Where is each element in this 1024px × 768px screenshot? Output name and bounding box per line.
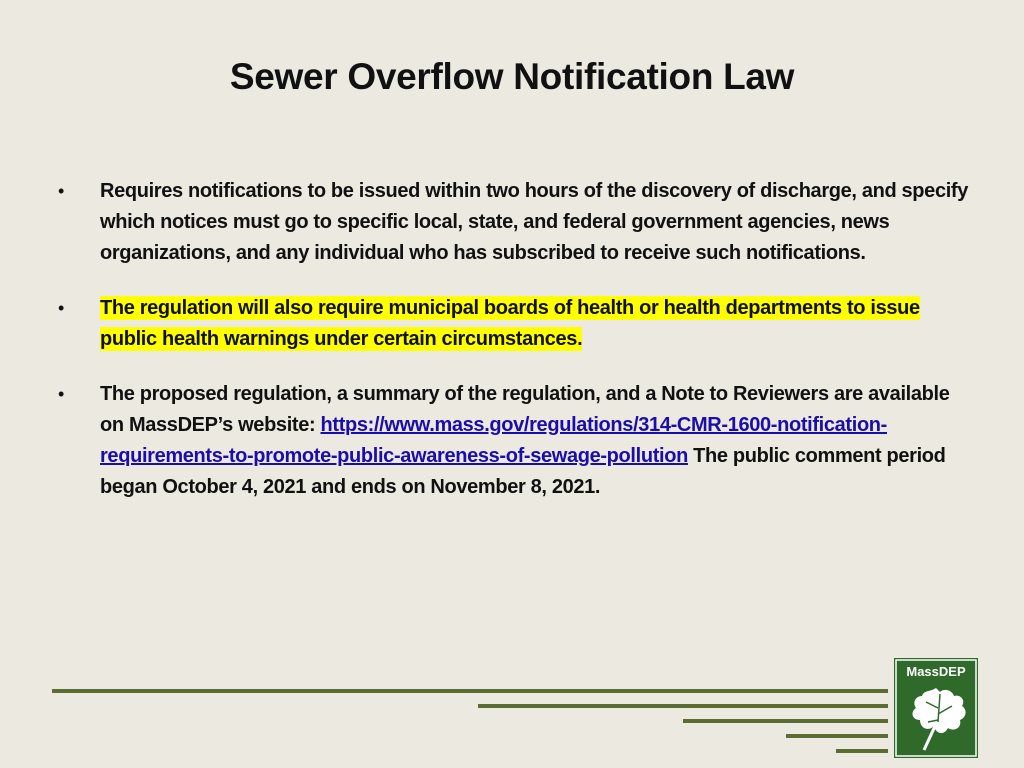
highlighted-text: The regulation will also require municipal boards of health or health departments to issue public health warnings under certain circumstances. [100,297,920,350]
decorative-line-5 [836,749,888,753]
bullet-text-after-link: The public comment period began October 4, 2021 and ends on November 8, 2021. [100,445,946,498]
logo-text: MassDEP [906,664,966,679]
bullet-item-health-warnings [56,293,971,355]
decorative-line-4 [786,734,888,738]
decorative-line-2 [478,704,888,708]
massdep-regulation-link[interactable]: https://www.mass.gov/regulations/314-CMR-1600-notification-requirements-to-promote-public-awareness-of-sewage-pollution [100,414,887,467]
decorative-line-3 [683,719,888,723]
bullet-list [56,176,971,527]
bullet-text: Requires notifications to be issued within two hours of the discovery of discharge, and specify which notices must go to specific local, state, and federal government agencies, news organizations, and any individual who has subscribed to receive such notifications. [100,180,969,264]
bullet-marker: • [58,384,65,404]
page-title: Sewer Overflow Notification Law [229,56,795,97]
massdep-logo [894,658,978,758]
bullet-text-before-link: The proposed regulation, a summary of the regulation, and a Note to Reviewers are available on MassDEP’s website: [100,383,950,436]
bullet-item-proposed-regulation [56,379,971,503]
bullet-item-notifications [56,176,971,269]
bullet-marker: • [58,298,65,318]
bullet-marker: • [58,181,65,201]
decorative-line-1 [52,689,888,693]
